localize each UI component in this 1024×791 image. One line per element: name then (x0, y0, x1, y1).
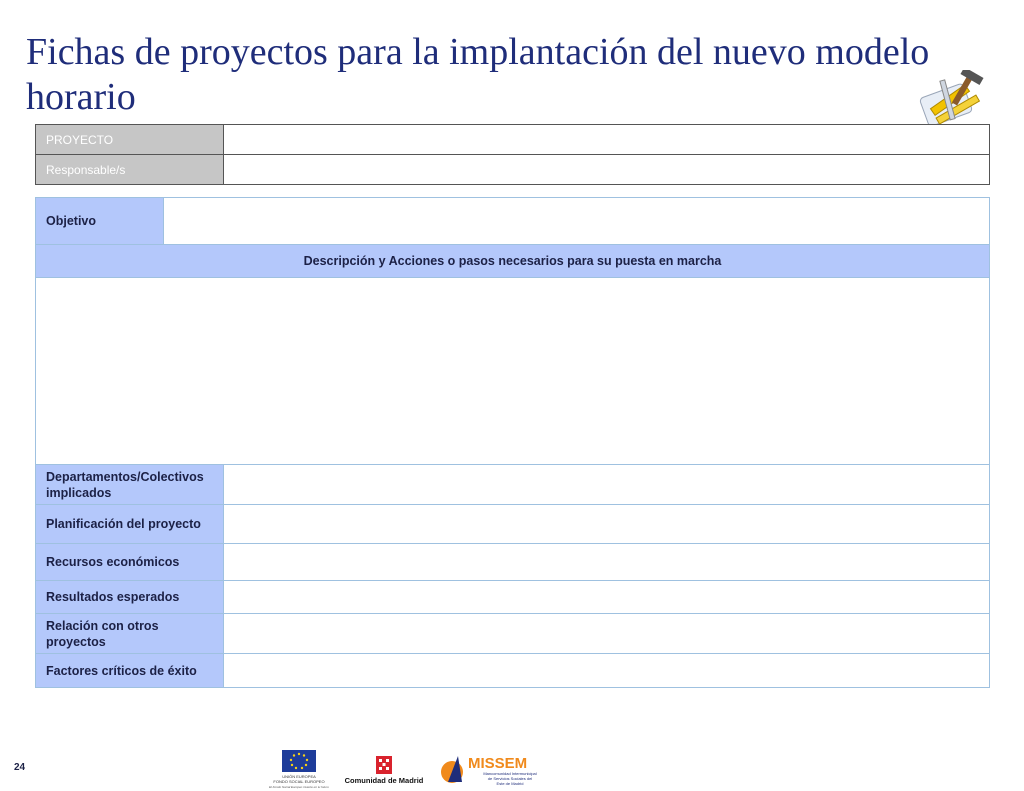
expected-results-label: Resultados esperados (36, 581, 224, 614)
project-label: PROYECTO (36, 125, 224, 155)
project-field[interactable] (224, 125, 990, 155)
eu-logo-line3: El Fondo Social Europeo invierte en tu futuro (269, 785, 329, 789)
madrid-logo-text: Comunidad de Madrid (344, 776, 424, 785)
missem-sub3: Este de Madrid (496, 781, 524, 786)
expected-results-field[interactable] (224, 581, 990, 614)
success-factors-field[interactable] (224, 654, 990, 688)
table-row (36, 465, 990, 505)
table-row (36, 505, 990, 544)
table-row (36, 614, 990, 654)
table-row (36, 581, 990, 614)
eu-logo-line2: FONDO SOCIAL EUROPEO (273, 779, 325, 784)
footer-logos (262, 748, 552, 791)
page-title: Fichas de proyectos para la implantación del nuevo modelo horario (26, 31, 930, 118)
table-row (36, 155, 990, 185)
comunidad-madrid-logo (336, 748, 432, 791)
table-row (36, 544, 990, 581)
related-projects-label: Relación con otros proyectos (36, 614, 224, 654)
page-number: 24 (14, 762, 26, 773)
related-projects-field[interactable] (224, 614, 990, 654)
success-factors-label: Factores críticos de éxito (36, 654, 224, 688)
table-row (36, 125, 990, 155)
responsible-field[interactable] (224, 155, 990, 185)
description-field[interactable] (36, 278, 990, 465)
project-details-table (35, 197, 990, 688)
objective-label: Objetivo (36, 198, 164, 245)
table-row (36, 654, 990, 688)
planning-field[interactable] (224, 505, 990, 544)
responsible-label: Responsable/s (36, 155, 224, 185)
economic-resources-label: Recursos económicos (36, 544, 224, 581)
missem-logo (438, 748, 552, 791)
departments-field[interactable] (224, 465, 990, 505)
table-row (36, 278, 990, 465)
project-header-table (35, 124, 990, 185)
departments-label: Departamentos/Colectivos implicados (36, 465, 224, 505)
table-row (36, 198, 990, 245)
objective-field[interactable] (164, 198, 990, 245)
missem-sub1: Mancomunidad Intermunicipal (483, 771, 537, 776)
description-header: Descripción y Acciones o pasos necesarios para su puesta en marcha (36, 245, 990, 278)
planning-label: Planificación del proyecto (36, 505, 224, 544)
missem-sub2: de Servicios Sociales del (487, 776, 533, 781)
missem-logo-text: MISSEM (468, 755, 528, 772)
eu-logo (262, 748, 334, 791)
table-row (36, 245, 990, 278)
economic-resources-field[interactable] (224, 544, 990, 581)
eu-logo-line1: UNIÓN EUROPEA (282, 774, 316, 779)
